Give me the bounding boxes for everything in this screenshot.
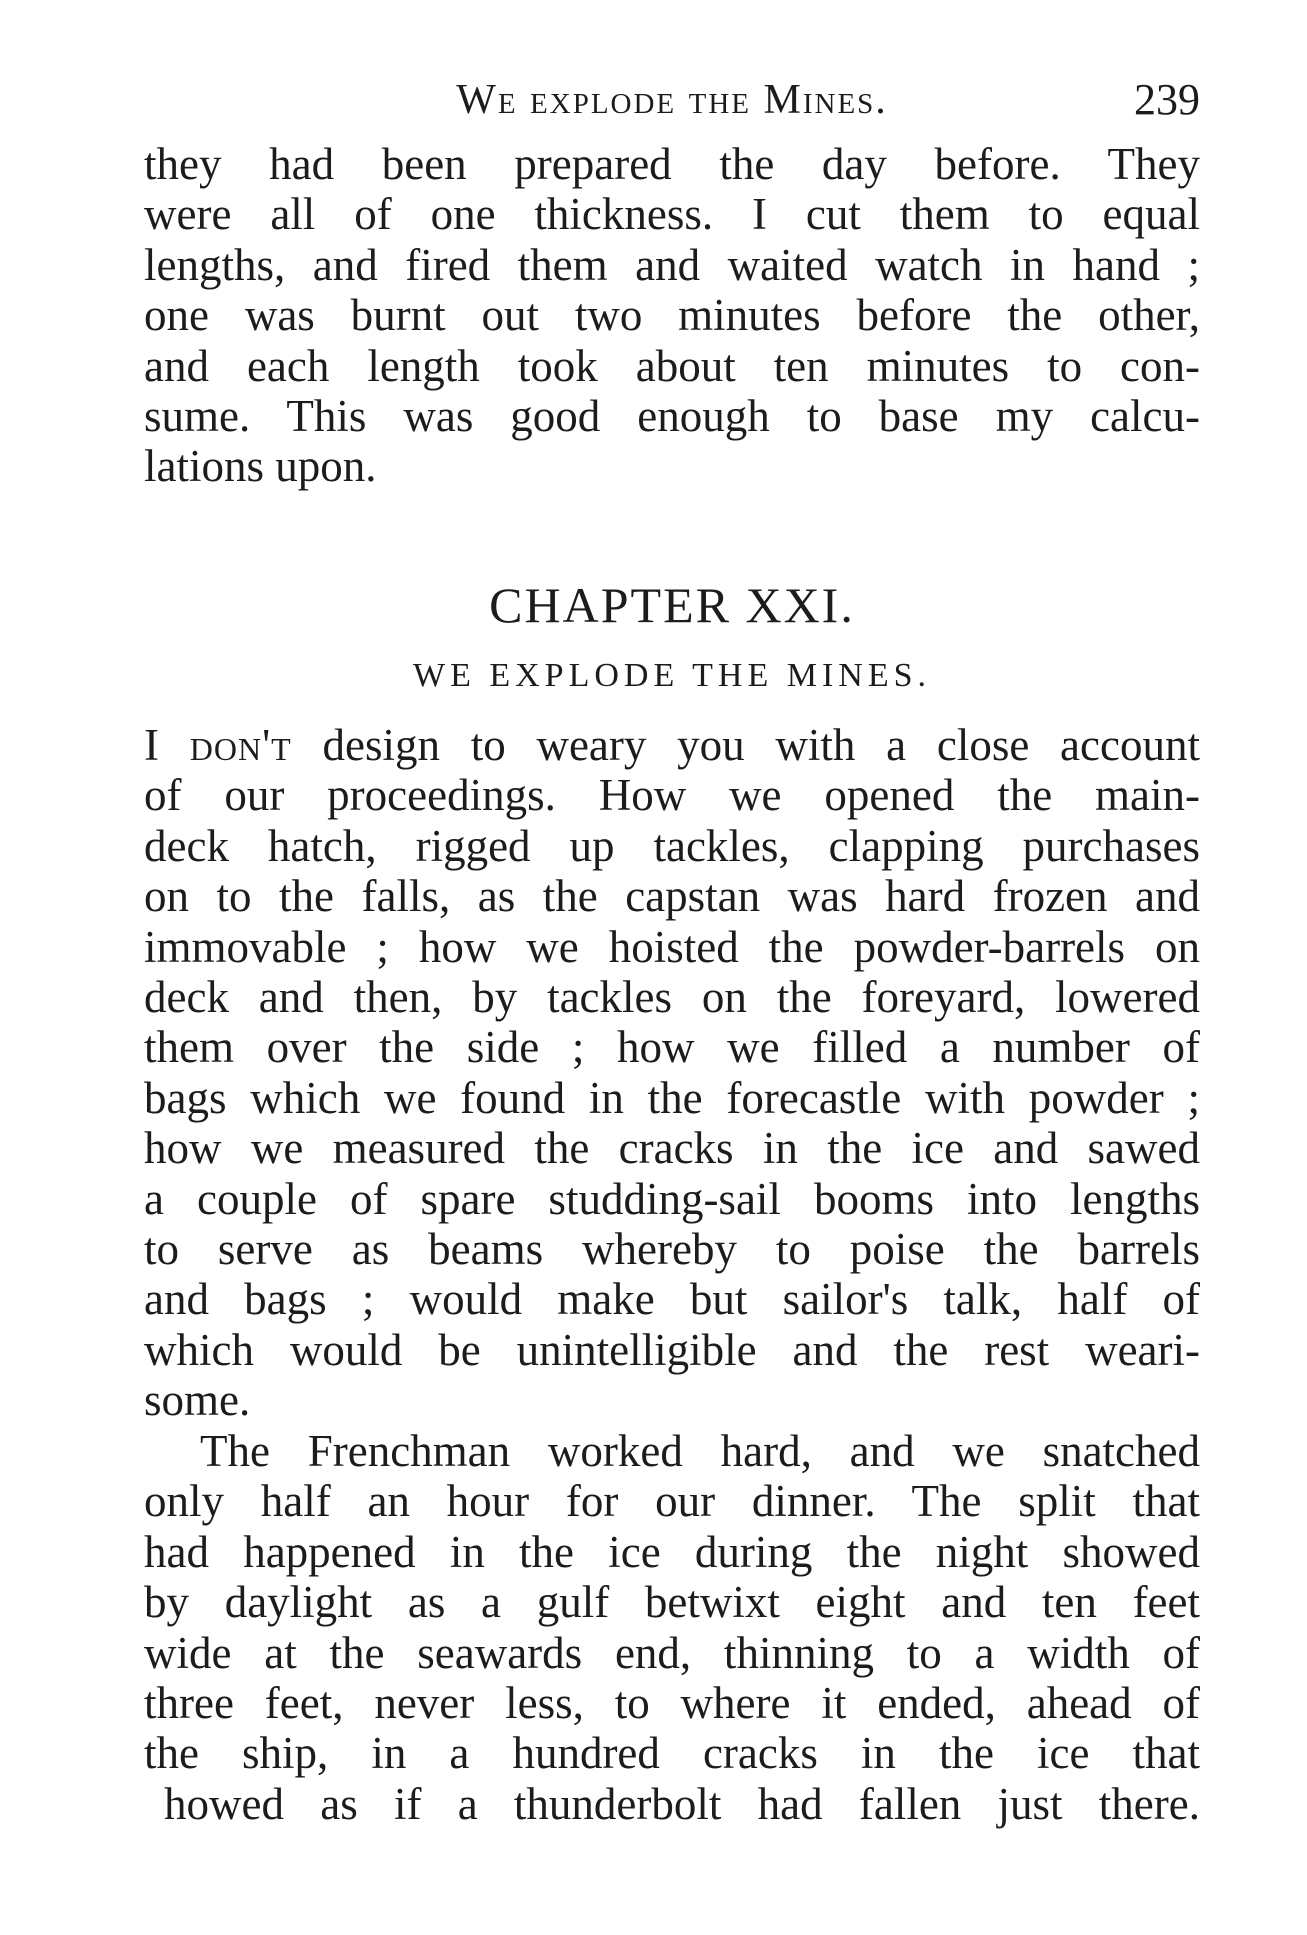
chapter-title: CHAPTER XXI. bbox=[489, 577, 855, 633]
text-line: deck hatch, rigged up tackles, clapping purchases bbox=[144, 820, 1200, 871]
text-line: wide at the seawards end, thinning to a width of bbox=[144, 1627, 1200, 1678]
first-line-rest: design to weary you with a close account bbox=[291, 720, 1200, 770]
text-line: three feet, never less, to where it ended, ahead of bbox=[144, 1678, 1200, 1729]
paragraph-continued bbox=[144, 139, 1200, 492]
chapter-subtitle: WE EXPLODE THE MINES. bbox=[413, 657, 931, 694]
opening-initial: I bbox=[144, 720, 190, 770]
text-line: them over the side ; how we filled a number of bbox=[144, 1022, 1200, 1073]
text-line: by daylight as a gulf betwixt eight and ten feet bbox=[144, 1577, 1200, 1628]
opening-smallcaps: don't bbox=[189, 720, 292, 770]
text-line: on to the falls, as the capstan was hard frozen and bbox=[144, 871, 1200, 922]
text-line: one was burnt out two minutes before the other, bbox=[144, 290, 1200, 341]
text-line: howed as if a thunderbolt had fallen just there. bbox=[164, 1778, 1200, 1829]
text-line: which would be unintelligible and the rest weari- bbox=[144, 1324, 1200, 1375]
text-line: some. bbox=[144, 1375, 251, 1426]
text-line: lengths, and fired them and waited watch in hand ; bbox=[144, 239, 1200, 290]
paragraph-opening bbox=[144, 720, 1200, 1426]
text-line: were all of one thickness. I cut them to equal bbox=[144, 189, 1200, 240]
text-line: only half an hour for our dinner. The split that bbox=[144, 1476, 1200, 1527]
text-line-first bbox=[144, 720, 1200, 770]
text-line: to serve as beams whereby to poise the barrels bbox=[144, 1224, 1200, 1275]
text-line: of our proceedings. How we opened the main- bbox=[144, 770, 1200, 821]
text-line: lations upon. bbox=[144, 441, 377, 492]
text-line: and each length took about ten minutes to con- bbox=[144, 340, 1200, 391]
text-line: a couple of spare studding-sail booms into lengths bbox=[144, 1173, 1200, 1224]
text-line: The Frenchman worked hard, and we snatched bbox=[200, 1426, 1200, 1476]
text-line: and bags ; would make but sailor's talk, half of bbox=[144, 1274, 1200, 1325]
text-line: deck and then, by tackles on the foreyard, lowered bbox=[144, 972, 1200, 1023]
text-line: immovable ; how we hoisted the powder-barrels on bbox=[144, 921, 1200, 972]
text-line: had happened in the ice during the night showed bbox=[144, 1526, 1200, 1577]
running-head bbox=[144, 70, 1200, 130]
text-line: the ship, in a hundred cracks in the ice that bbox=[144, 1728, 1200, 1779]
text-line: sume. This was good enough to base my calcu- bbox=[144, 391, 1200, 442]
text-line: bags which we found in the forecastle with powder ; bbox=[144, 1072, 1200, 1123]
paragraph-frenchman bbox=[144, 1426, 1200, 1829]
text-line: how we measured the cracks in the ice and sawed bbox=[144, 1123, 1200, 1174]
running-title: We explode the Mines. bbox=[456, 77, 888, 123]
page-number: 239 bbox=[1134, 75, 1200, 124]
text-line: they had been prepared the day before. They bbox=[144, 139, 1200, 189]
